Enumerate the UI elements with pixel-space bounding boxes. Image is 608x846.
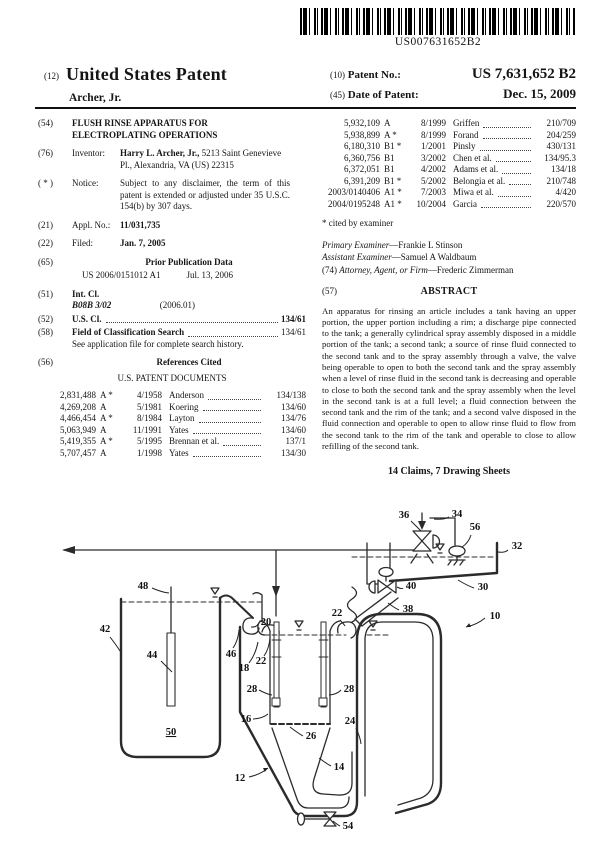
figure-label-26: 26 — [305, 731, 317, 742]
notice-label: Notice: — [72, 178, 99, 188]
callout-leader — [498, 550, 508, 552]
reference-class: 210/748 — [546, 175, 576, 186]
reference-name: Griffen — [453, 118, 480, 128]
figure-label-28: 28 — [343, 684, 355, 695]
references-right-list — [322, 118, 576, 210]
reference-kind: A — [100, 401, 107, 412]
section-inventor — [38, 148, 306, 171]
doc-kind-code: (12) — [44, 71, 59, 81]
section-tag: (65) — [38, 256, 53, 267]
callout-leader — [319, 758, 331, 766]
reference-name: Chen et al. — [453, 152, 492, 163]
examiner-block — [322, 239, 576, 277]
dot-leader — [480, 141, 531, 151]
reference-class: 134/76 — [280, 413, 306, 423]
dot-leader — [199, 413, 262, 423]
dot-leader — [498, 187, 531, 197]
reference-number: 4,466,454 — [60, 413, 96, 423]
figure-label-16: 16 — [240, 714, 252, 725]
callout-leader — [388, 603, 399, 610]
reference-number: 6,180,310 — [344, 141, 380, 151]
abstract-heading: ABSTRACT — [420, 286, 478, 297]
section-references — [38, 357, 306, 369]
reference-name: Miwa et al. — [453, 187, 494, 197]
dot-leader — [193, 425, 261, 435]
figure-label-36: 36 — [398, 510, 410, 521]
header-divider — [35, 107, 576, 109]
section-tag: ( * ) — [38, 178, 53, 188]
reference-class: 4/420 — [555, 187, 576, 197]
callout-leader — [329, 690, 341, 695]
dot-leader — [509, 176, 531, 186]
dot-leader — [188, 327, 278, 337]
dot-leader — [106, 314, 278, 324]
patent-number-row — [330, 66, 576, 83]
patent-date-row — [330, 86, 576, 102]
dot-leader — [223, 436, 261, 446]
callout-leader — [462, 535, 471, 547]
section-tag: (51) — [38, 288, 53, 299]
reference-number: 5,938,899 — [344, 129, 380, 140]
figure-label-46: 46 — [225, 649, 237, 660]
patent-number-label: (10) Patent No.: — [330, 69, 401, 81]
section-tag: (54) — [38, 118, 53, 128]
dot-leader — [502, 164, 531, 174]
reference-class: 210/709 — [546, 118, 576, 128]
section-tag: (57) — [322, 286, 337, 296]
reference-number: 6,372,051 — [344, 164, 380, 174]
section-notice — [38, 178, 306, 213]
us-patent-documents-heading: U.S. PATENT DOCUMENTS — [117, 372, 227, 383]
prior-publication-line — [82, 270, 306, 282]
reference-date: 10/2004 — [416, 198, 446, 209]
reference-kind: B1 — [384, 152, 395, 163]
filed-value: Jan. 7, 2005 — [120, 238, 166, 248]
reference-row — [38, 448, 306, 460]
dot-leader — [496, 153, 531, 163]
reference-name: Anderson — [169, 390, 204, 400]
figure-drawing — [62, 513, 497, 826]
reference-class: 134/60 — [280, 401, 306, 412]
section-field-of-search — [38, 327, 306, 350]
reference-date: 1/1998 — [136, 447, 162, 458]
publication-number: US 2006/0151012 A1 — [82, 270, 161, 280]
figure-label-24: 24 — [344, 716, 356, 727]
section-tag: (52) — [38, 313, 53, 324]
section-tag: (56) — [38, 357, 53, 367]
reference-row — [38, 436, 306, 448]
primary-examiner-line: Primary Examiner—Frankie L Stinson — [322, 239, 463, 250]
reference-kind: A * — [384, 129, 397, 140]
reference-name: Belongia et al. — [453, 175, 506, 186]
patent-date-label: (45) Date of Patent: — [330, 89, 419, 101]
assistant-examiner-line: Assistant Examiner—Samuel A Waldbaum — [322, 252, 477, 262]
reference-kind: B1 — [384, 164, 395, 174]
dot-leader — [483, 130, 532, 140]
section-appl-no — [38, 220, 306, 232]
header-inventor: Archer, Jr. — [69, 92, 122, 104]
barcode-text: US007631652B2 — [394, 36, 482, 48]
reference-name: Adams et al. — [453, 164, 499, 174]
callout-leader — [152, 588, 169, 593]
reference-number: 6,391,209 — [344, 175, 380, 186]
reference-date: 5/1995 — [136, 436, 162, 446]
reference-class: 220/570 — [546, 198, 576, 209]
reference-number: 5,419,355 — [60, 436, 96, 446]
reference-kind: A * — [100, 390, 113, 400]
reference-class: 134/95.3 — [544, 152, 576, 163]
section-us-cl — [38, 314, 306, 326]
callout-leader — [110, 637, 120, 651]
reference-name: Yates — [169, 424, 189, 435]
int-cl-body: Int. Cl. B08B 3/02 (2006.01) — [72, 288, 196, 310]
reference-kind: A1 * — [384, 198, 402, 209]
reference-number: 2003/0140406 — [327, 187, 380, 197]
reference-date: 7/2003 — [420, 187, 446, 197]
reference-name: Layton — [169, 413, 195, 423]
reference-row — [322, 187, 576, 199]
section-tag: (21) — [38, 219, 53, 230]
figure-label-32: 32 — [511, 541, 523, 552]
field-note: See application file for complete search history. — [72, 338, 244, 349]
figure-label-28: 28 — [246, 684, 258, 695]
reference-date: 1/2001 — [420, 141, 446, 151]
figure-label-14: 14 — [333, 762, 345, 773]
field-value: 134/61 — [280, 327, 306, 337]
reference-kind: A — [100, 447, 107, 458]
figure-label-18: 18 — [238, 663, 250, 674]
dot-leader — [203, 402, 262, 412]
claims-drawing-sheets-line: 14 Claims, 7 Drawing Sheets — [388, 466, 510, 478]
references-left-list — [38, 390, 306, 459]
section-tag: (58) — [38, 327, 53, 337]
reference-class: 134/18 — [550, 164, 576, 174]
reference-number: 5,932,109 — [344, 118, 380, 128]
reference-name: Koering — [169, 401, 199, 412]
reference-number: 4,269,208 — [60, 401, 96, 412]
reference-row — [322, 118, 576, 130]
references-heading: References Cited — [156, 357, 222, 367]
callout-leader — [290, 727, 303, 736]
us-cl-value: 134/61 — [280, 313, 306, 324]
notice-text: Subject to any disclaimer, the term of this patent is extended or adjusted under 35 U.S.C. 154(b) by 307 days. — [120, 178, 290, 211]
figure-label-48: 48 — [137, 581, 149, 592]
reference-class: 134/30 — [280, 447, 306, 458]
figure-label-40: 40 — [405, 581, 417, 592]
reference-date: 5/2002 — [420, 175, 446, 186]
reference-class: 137/1 — [285, 436, 306, 446]
reference-number: 5,063,949 — [60, 424, 96, 435]
dot-leader — [483, 118, 531, 128]
appl-label: Appl. No.: — [72, 219, 111, 230]
reference-row — [38, 425, 306, 437]
abstract-text: An apparatus for rinsing an article includes a tank having an upper portion, the upper portion including a rim; a discharge pipe connected to the tank; a generally cylindrical spray assembly disposed in a middle portion of the tank; a second tank; a source of rinse fluid connected to the second tank and to the spray assembly through a valve, the valve being operable to open to both the second tank and the spray assembly when a level of rinse fluid in the second tank is decreasing and operable to close to both the second tank and the spray assembly when the level in the second tank is at a full level; a fluid connection between the second tank and the rim of the tank; and a second valve disposed in the fluid connection and operable to open to allow rinse fluid to flow from the second tank to the rim of the tank and operable to close to allow refilling of the second tank. — [322, 305, 576, 452]
reference-name: Garcia — [453, 198, 477, 209]
figure-label-10: 10 — [489, 611, 501, 622]
reference-class: 134/60 — [280, 424, 306, 435]
reference-row — [322, 141, 576, 153]
reference-number: 6,360,756 — [344, 152, 380, 163]
figure-label-12: 12 — [234, 773, 246, 784]
publication-date: Jul. 13, 2006 — [186, 270, 234, 280]
figure-label-54: 54 — [342, 821, 354, 832]
reference-number: 5,707,457 — [60, 447, 96, 458]
callout-leader — [397, 587, 403, 589]
figure-label-42: 42 — [99, 624, 111, 635]
reference-number: 2,831,488 — [60, 390, 96, 400]
barcode-image — [300, 8, 576, 35]
header-left — [44, 64, 227, 85]
patent-date-value: Dec. 15, 2009 — [503, 86, 576, 101]
reference-row — [322, 153, 576, 165]
reference-name: Forand — [453, 129, 479, 140]
figure-label-50: 50 — [165, 727, 177, 738]
reference-date: 3/2002 — [420, 152, 446, 163]
dot-leader — [481, 199, 531, 209]
callout-leader — [264, 638, 270, 656]
reference-class: 134/138 — [276, 390, 306, 400]
reference-name: Yates — [169, 447, 189, 458]
reference-date: 11/1991 — [132, 424, 162, 435]
callout-leader — [251, 624, 258, 627]
figure-label-56: 56 — [469, 522, 481, 533]
reference-row — [38, 390, 306, 402]
reference-kind: B1 * — [384, 175, 402, 186]
section-int-cl — [38, 289, 306, 312]
attorney-line: (74) Attorney, Agent, or Firm—Frederic Zimmerman — [322, 264, 514, 275]
section-title — [38, 118, 306, 141]
reference-name: Brennan et al. — [169, 436, 220, 446]
patent-number-value: US 7,631,652 B2 — [471, 66, 576, 82]
reference-row — [322, 130, 576, 142]
reference-row — [322, 164, 576, 176]
field-body: Field of Classification Search 134/61 See application file for complete search history. — [72, 327, 306, 349]
bibliographic-column — [38, 118, 306, 459]
figure-label-22: 22 — [255, 656, 267, 667]
reference-row — [322, 176, 576, 188]
reference-date: 8/1984 — [136, 413, 162, 423]
callout-leader — [253, 714, 268, 719]
section-prior-publication — [38, 257, 306, 269]
reference-number: 2004/0195248 — [327, 198, 380, 209]
inventor-value: Harry L. Archer, Jr., 5213 Saint Genevieve Pl., Alexandria, VA (US) 22315 — [120, 148, 282, 170]
abstract-column — [322, 118, 576, 478]
reference-name: Pinsly — [453, 141, 476, 151]
reference-row — [322, 199, 576, 211]
reference-class: 430/131 — [546, 141, 576, 151]
page-title: United States Patent — [66, 64, 227, 84]
cited-by-examiner-note: * cited by examiner — [322, 218, 394, 228]
abstract-heading-row — [322, 286, 576, 298]
reference-kind: A1 * — [384, 187, 402, 197]
callout-leader — [233, 630, 239, 648]
filed-label: Filed: — [72, 238, 94, 248]
reference-date: 8/1999 — [420, 118, 446, 128]
section-tag: (76) — [38, 148, 53, 158]
reference-date: 4/2002 — [420, 164, 446, 174]
figure-label-38: 38 — [402, 604, 414, 615]
reference-kind: A — [100, 424, 107, 435]
figure-label-34: 34 — [451, 509, 463, 520]
patent-figure — [0, 500, 608, 846]
dot-leader — [193, 448, 261, 458]
inventor-label: Inventor: — [72, 148, 105, 158]
reference-class: 204/259 — [546, 129, 576, 140]
figure-label-44: 44 — [146, 650, 158, 661]
reference-kind: A * — [100, 436, 113, 446]
reference-kind: A * — [100, 413, 113, 423]
appl-value: 11/031,735 — [120, 219, 161, 230]
reference-date: 8/1999 — [420, 129, 446, 140]
figure-label-30: 30 — [477, 582, 489, 593]
figure-label-20: 20 — [260, 617, 272, 628]
reference-kind: B1 * — [384, 141, 402, 151]
reference-date: 4/1958 — [136, 390, 162, 400]
reference-row — [38, 413, 306, 425]
callout-leader — [458, 580, 474, 588]
section-tag: (22) — [38, 238, 53, 248]
invention-title: FLUSH RINSE APPARATUS FOR ELECTROPLATING OPERATIONS — [72, 118, 218, 140]
callout-arrowhead — [466, 623, 471, 627]
figure-label-22: 22 — [331, 608, 343, 619]
prior-publication-heading: Prior Publication Data — [145, 256, 233, 267]
header-right — [330, 66, 576, 105]
section-filed — [38, 238, 306, 250]
us-cl-row: U.S. Cl. 134/61 — [72, 313, 306, 324]
reference-date: 5/1981 — [136, 401, 162, 412]
reference-kind: A — [384, 118, 391, 128]
dot-leader — [208, 390, 261, 400]
reference-row — [38, 402, 306, 414]
